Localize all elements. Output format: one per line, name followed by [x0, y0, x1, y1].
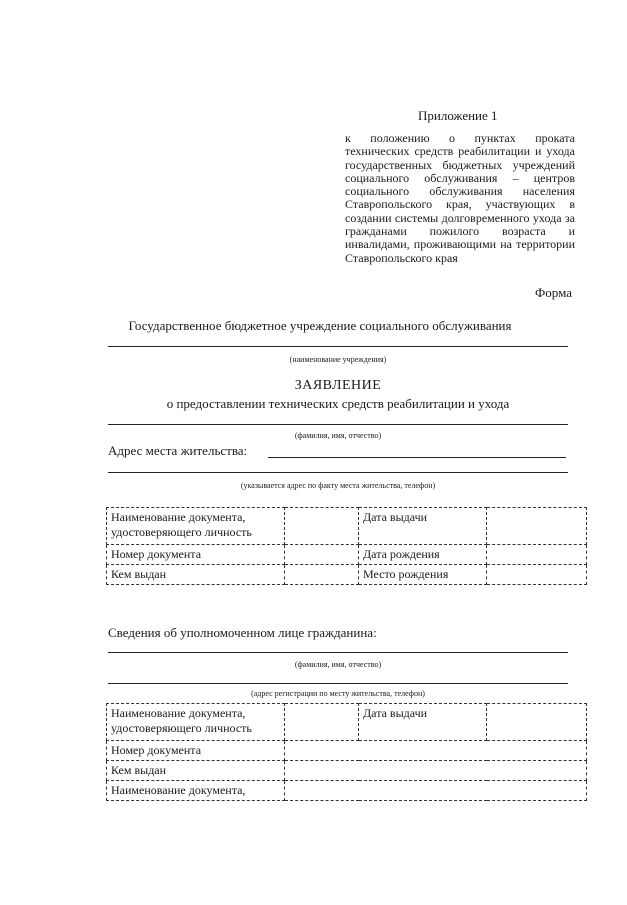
doc-title: ЗАЯВЛЕНИЕ — [294, 378, 382, 393]
form-label: Форма — [535, 285, 572, 300]
issued-by-value[interactable] — [285, 565, 359, 585]
auth-doc-number-value[interactable] — [285, 741, 587, 761]
table-row — [107, 741, 587, 761]
table-row — [107, 565, 587, 585]
authorized-fio-line — [108, 652, 568, 653]
institution-name: Государственное бюджетное учреждение социального обслуживания — [128, 318, 512, 333]
institution-caption: (наименование учреждения) — [289, 355, 387, 364]
table-row — [107, 704, 587, 741]
auth-doc-number-label: Номер документа — [107, 741, 285, 761]
auth-issued-by-label: Кем выдан — [107, 761, 285, 781]
applicant-document-table — [106, 507, 587, 585]
appendix-text: к положению о пунктах проката технических средств реабилитации и ухода государственных бюджетных учреждений социального обслуживания – центров социального обслуживания населения Ставропольского края, участвующих в создании системы долговременного ухода за гражданами пожилого возраста и инвалидами, проживающими на территории Ставропольского края — [345, 131, 575, 265]
table-row — [107, 508, 587, 545]
auth-issue-date-value[interactable] — [487, 704, 587, 741]
address-label: Адрес места жительства: — [108, 443, 248, 458]
birth-date-value[interactable] — [487, 545, 587, 565]
issued-by-label: Кем выдан — [107, 565, 285, 585]
fio-line — [108, 424, 568, 425]
authorized-heading: Сведения об уполномоченном лице гражданина: — [108, 625, 377, 640]
doc-number-value[interactable] — [285, 545, 359, 565]
doc-name-value[interactable] — [285, 508, 359, 545]
doc-name-label: Наименование документа, удостоверяющего личность — [107, 508, 285, 545]
institution-line — [108, 346, 568, 347]
issue-date-label: Дата выдачи — [359, 508, 487, 545]
birth-place-value[interactable] — [487, 565, 587, 585]
table-row — [107, 781, 587, 801]
auth-issued-by-value[interactable] — [285, 761, 587, 781]
address-line-1 — [268, 457, 566, 458]
birth-date-label: Дата рождения — [359, 545, 487, 565]
appendix-title: Приложение 1 — [418, 108, 498, 123]
authorized-fio-caption: (фамилия, имя, отчество) — [294, 660, 382, 669]
authorized-document-table — [106, 703, 587, 801]
auth-doc-name2-label: Наименование документа, — [107, 781, 285, 801]
address-line-2 — [108, 472, 568, 473]
table-row — [107, 545, 587, 565]
fio-caption: (фамилия, имя, отчество) — [294, 431, 382, 440]
issue-date-value[interactable] — [487, 508, 587, 545]
doc-subtitle: о предоставлении технических средств реабилитации и ухода — [166, 396, 510, 411]
authorized-address-caption: (адрес регистрации по месту жительства, телефон) — [251, 689, 425, 698]
doc-number-label: Номер документа — [107, 545, 285, 565]
address-caption: (указывается адрес по факту места жительства, телефон) — [240, 481, 436, 490]
auth-doc-name-value[interactable] — [285, 704, 359, 741]
auth-issue-date-label: Дата выдачи — [359, 704, 487, 741]
table-row — [107, 761, 587, 781]
authorized-address-line — [108, 683, 568, 684]
birth-place-label: Место рождения — [359, 565, 487, 585]
auth-doc-name-label: Наименование документа, удостоверяющего личность — [107, 704, 285, 741]
auth-doc-name2-value[interactable] — [285, 781, 587, 801]
